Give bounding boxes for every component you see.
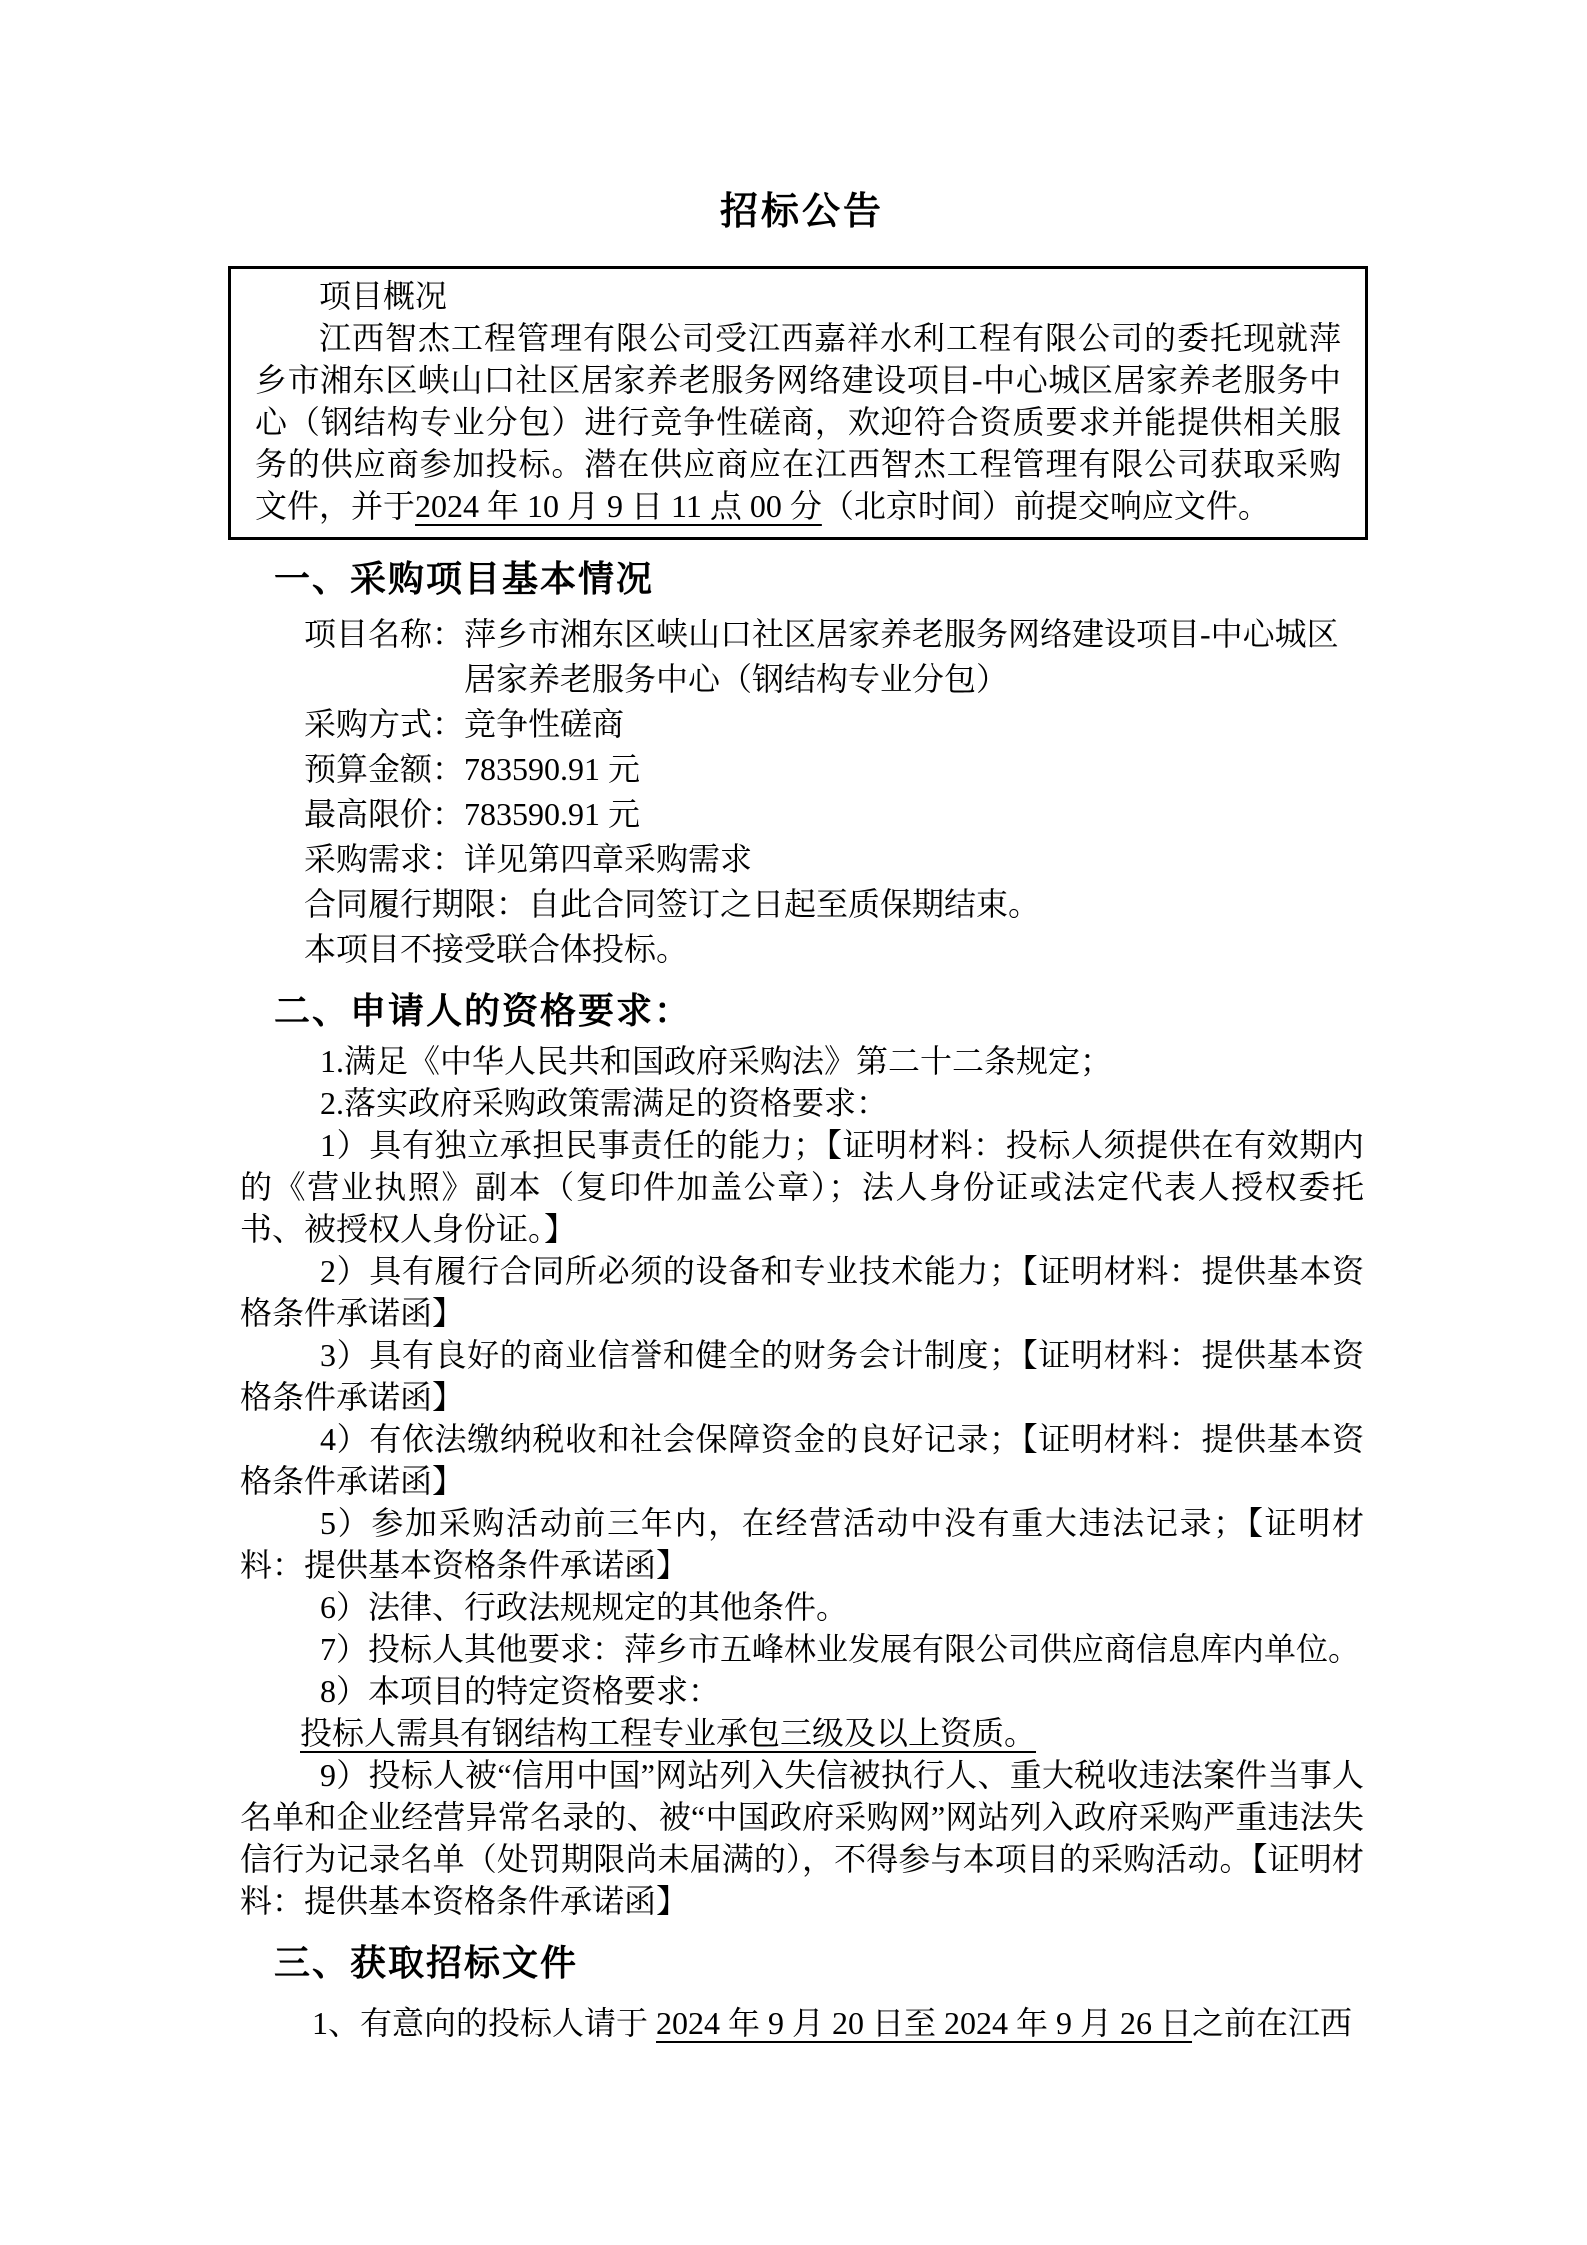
- basic-info-fields: [240, 612, 1364, 972]
- response-deadline-underline: 2024 年 10 月 9 日 11 点 00 分: [415, 488, 822, 524]
- field-label: 合同履行期限：: [304, 886, 529, 922]
- overview-paragraph: [255, 317, 1341, 527]
- field-value: 萍乡市湘东区峡山口社区居家养老服务网络建设项目-中心城区居家养老服务中心（钢结构专业分包）: [464, 616, 1339, 697]
- project-overview-box: [228, 266, 1368, 540]
- field-procurement-method: [304, 702, 1364, 747]
- field-max-price: [304, 792, 1364, 837]
- special-qualification-line: [240, 1712, 1364, 1754]
- field-label: 最高限价：: [304, 796, 465, 832]
- requirement-item-2-5: 5）参加采购活动前三年内，在经营活动中没有重大违法记录；【证明材料：提供基本资格条件承诺函】: [240, 1505, 1364, 1583]
- obtain-text-after: 之前在江西: [1192, 2005, 1353, 2041]
- overview-text-after: （北京时间）前提交响应文件。: [821, 488, 1270, 524]
- obtain-text-before: 1、有意向的投标人请于: [312, 2005, 657, 2041]
- field-value: 783590.91 元: [464, 751, 641, 787]
- field-value: 自此合同签订之日起至质保期结束。: [528, 886, 1041, 922]
- field-project-name: [304, 612, 1364, 702]
- requirement-item-2-4: 4）有依法缴纳税收和社会保障资金的良好记录；【证明材料：提供基本资格条件承诺函】: [240, 1421, 1364, 1499]
- field-contract-period: [304, 882, 1364, 927]
- requirement-item-2-7: 7）投标人其他要求：萍乡市五峰林业发展有限公司供应商信息库内单位。: [320, 1631, 1361, 1667]
- requirement-item-2-6: 6）法律、行政法规规定的其他条件。: [320, 1589, 849, 1625]
- document-content: [240, 0, 1364, 2044]
- section-3-heading: 三、获取招标文件: [274, 1942, 579, 1983]
- document-date-range-underline: 2024 年 9 月 20 日至 2024 年 9 月 26 日: [656, 2005, 1193, 2041]
- page-title: 招标公告: [719, 191, 884, 233]
- field-label: 采购方式：: [304, 706, 465, 742]
- requirement-item-2-8: 8）本项目的特定资格要求：: [320, 1673, 721, 1709]
- overview-text-before: 江西智杰工程管理有限公司受江西嘉祥水利工程有限公司的委托现就萍乡市湘东区峡山口社区居家养老服务网络建设项目-中心城区居家养老服务中心（钢结构专业分包）进行竞争性磋商，欢迎符合资质要求并能提供相关服务的供应商参加投标。潜在供应商应在江西智杰工程管理有限公司获取采购文件，并于: [255, 320, 1341, 524]
- requirement-item-1: 1.满足《中华人民共和国政府采购法》第二十二条规定；: [320, 1043, 1113, 1079]
- field-label: 采购需求：: [304, 841, 465, 877]
- section-1-heading: 一、采购项目基本情况: [274, 558, 655, 599]
- requirement-item-2: 2.落实政府采购政策需满足的资格要求：: [320, 1085, 889, 1121]
- requirement-item-2-2: 2）具有履行合同所必须的设备和专业技术能力；【证明材料：提供基本资格条件承诺函】: [240, 1253, 1364, 1331]
- field-value: 783590.91 元: [464, 796, 641, 832]
- field-value: 竞争性磋商: [464, 706, 625, 742]
- requirement-item-2-9: 9）投标人被“信用中国”网站列入失信被执行人、重大税收违法案件当事人名单和企业经营异常名录的、被“中国政府采购网”网站列入政府采购严重违法失信行为记录名单（处罚期限尚未届满的），不得参与本项目的采购活动。【证明材料：提供基本资格条件承诺函】: [240, 1757, 1364, 1919]
- special-qualification-underline: 投标人需具有钢结构工程专业承包三级及以上资质。: [300, 1715, 1037, 1751]
- requirement-item-2-3: 3）具有良好的商业信誉和健全的财务会计制度；【证明材料：提供基本资格条件承诺函】: [240, 1337, 1364, 1415]
- field-label: 项目名称：: [304, 616, 465, 652]
- field-budget-amount: [304, 747, 1364, 792]
- requirement-item-2-1: 1）具有独立承担民事责任的能力；【证明材料：投标人须提供在有效期内的《营业执照》副本（复印件加盖公章）；法人身份证或法定代表人授权委托书、被授权人身份证。】: [240, 1127, 1364, 1247]
- no-consortium-note: 本项目不接受联合体投标。: [304, 931, 689, 967]
- obtain-documents-paragraph: [240, 2002, 1364, 2044]
- field-procurement-demand: [304, 837, 1364, 882]
- section-2-heading: 二、申请人的资格要求：: [274, 990, 693, 1031]
- field-label: 预算金额：: [304, 751, 465, 787]
- overview-heading: 项目概况: [319, 278, 448, 314]
- field-value: 详见第四章采购需求: [464, 841, 753, 877]
